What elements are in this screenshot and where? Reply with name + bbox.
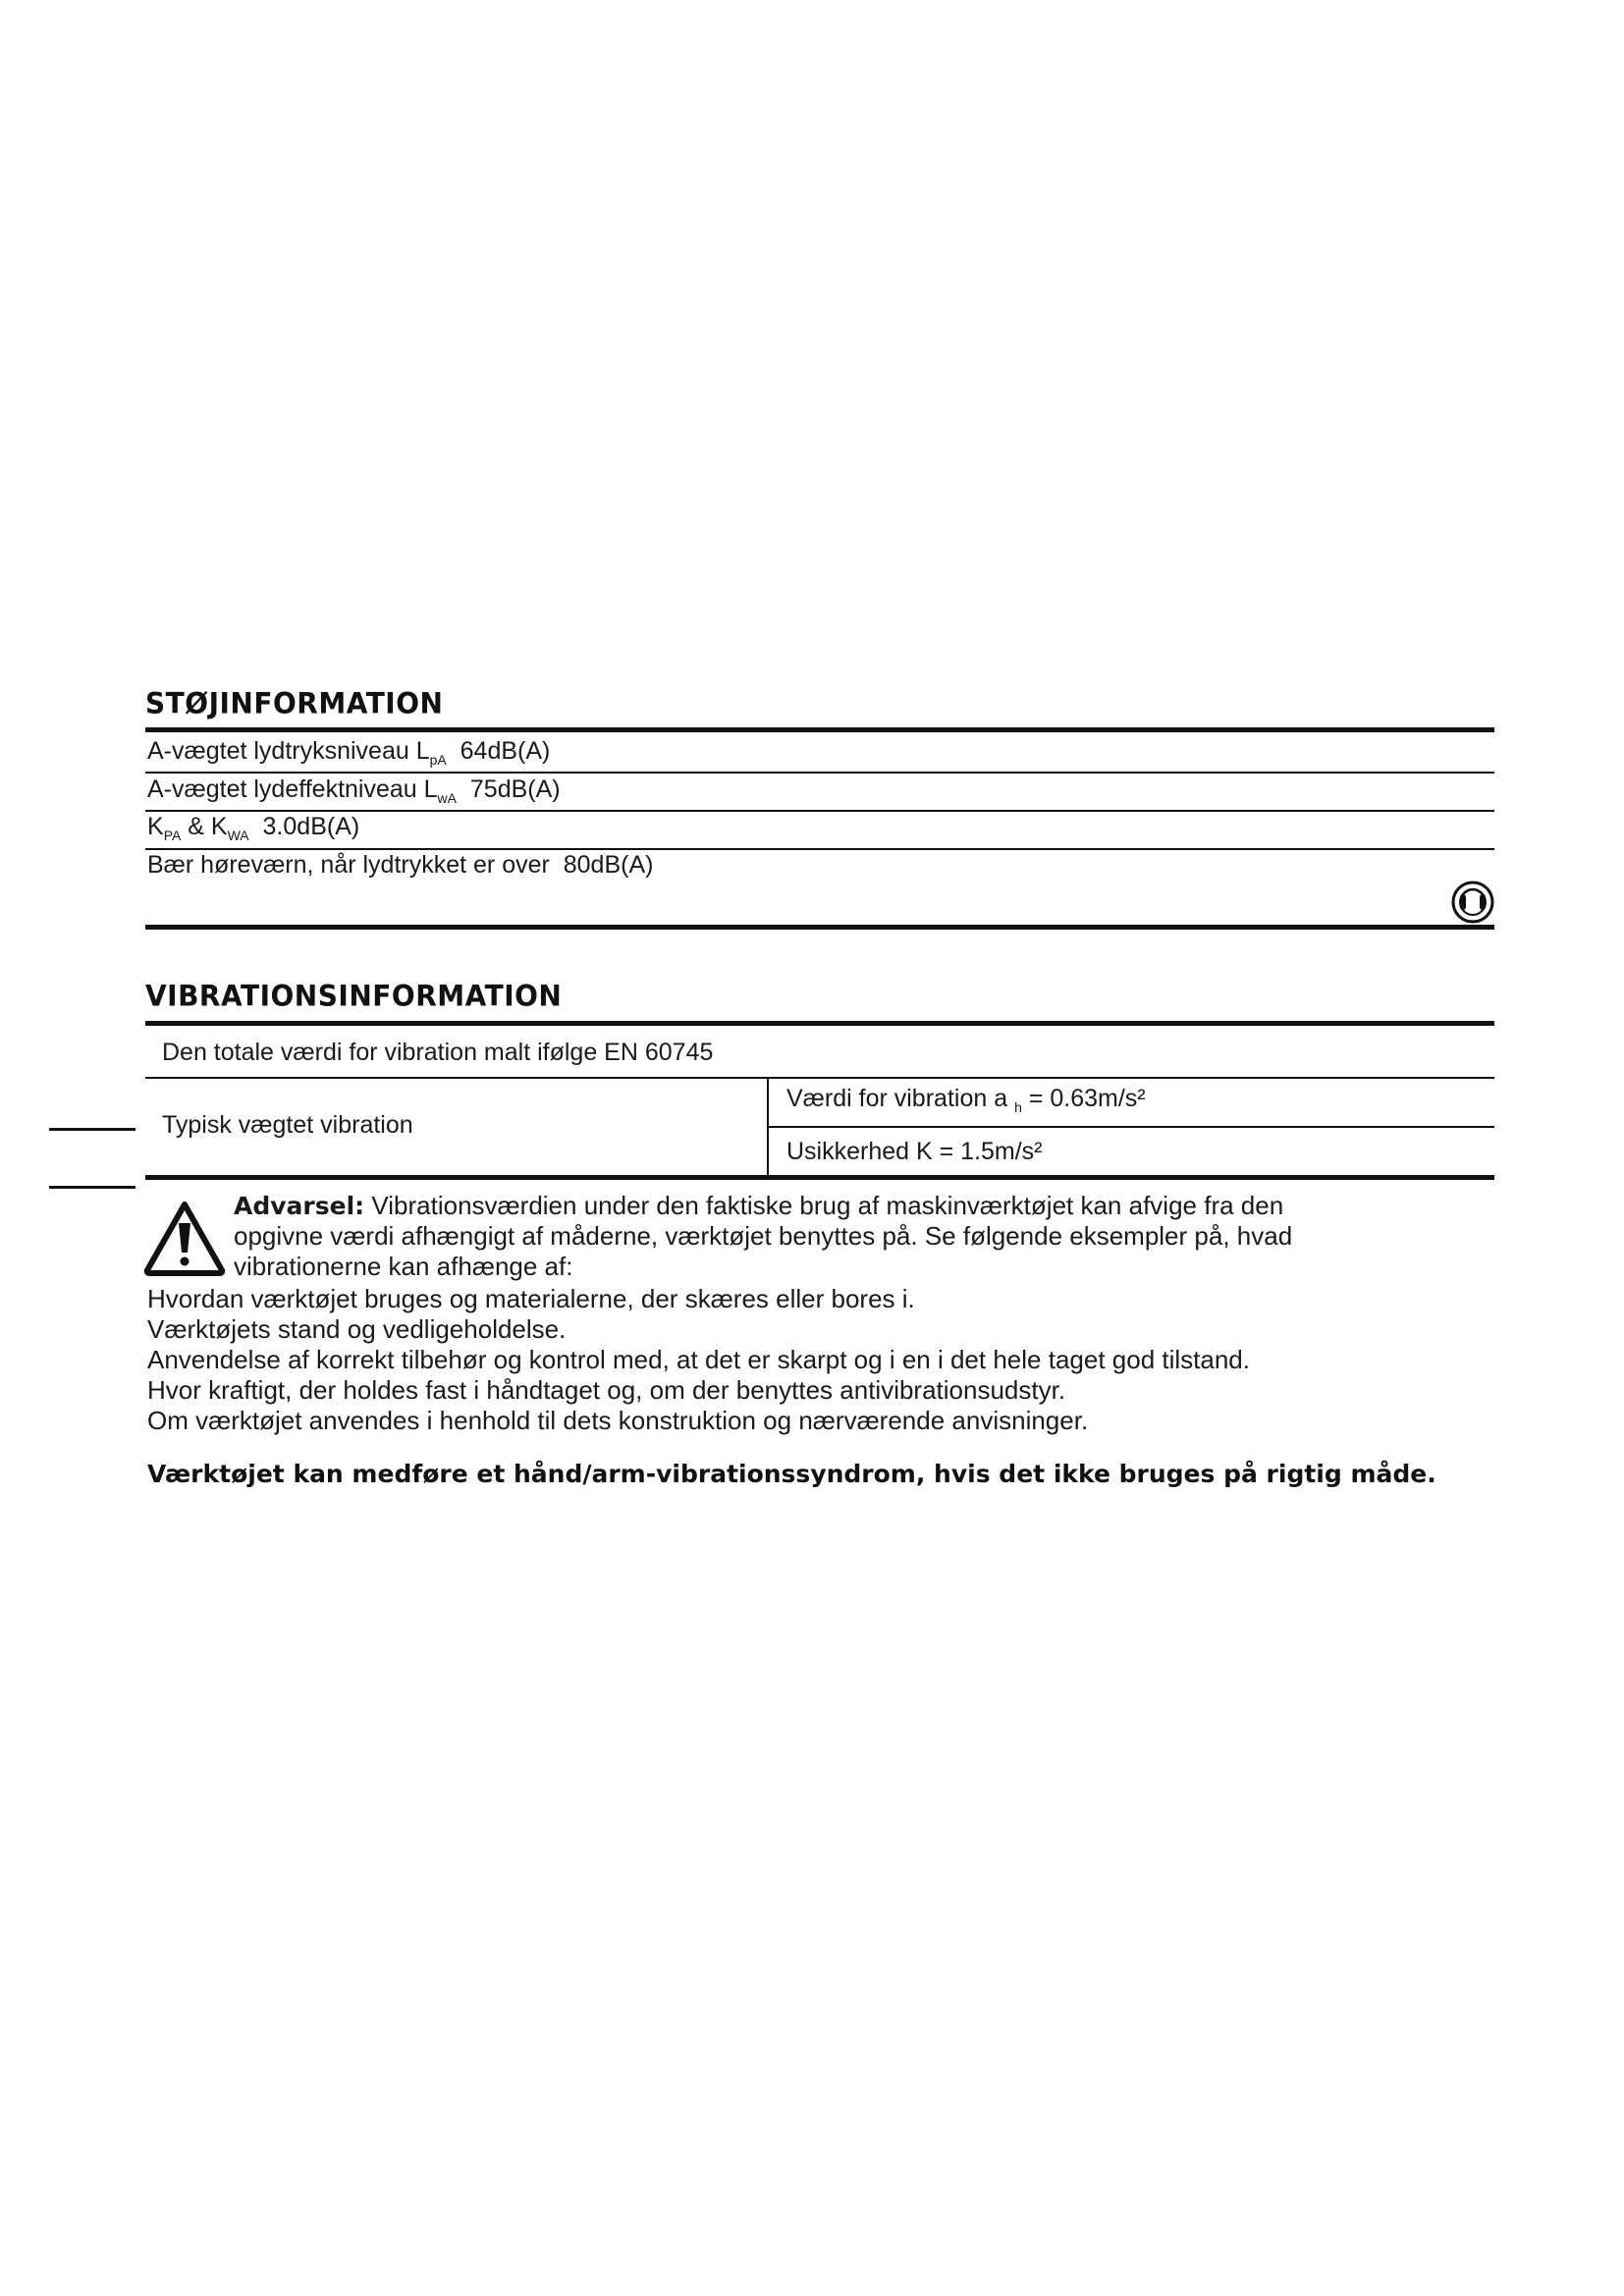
warning-text: Vibrationsværdien under den faktiske brug af maskinværktøjet kan afvige fra den — [371, 1191, 1284, 1220]
margin-mark — [49, 1128, 135, 1131]
k-pa-sub: PA — [163, 828, 182, 843]
list-item: Hvordan værktøjet bruges og materialerne, der skæres eller bores i. — [147, 1284, 915, 1313]
k-wa-label: & K — [188, 813, 228, 840]
warning-line — [234, 1191, 1510, 1221]
uncertainty-row — [147, 812, 359, 850]
warning-line: opgivne værdi afhængigt af måderne, værktøjet benyttes på. Se følgende eksempler på, hvad — [234, 1221, 1293, 1251]
sound-pressure-sub: pA — [429, 752, 447, 768]
list-item: Hvor kraftigt, der holdes fast i håndtaget og, om der benyttes antivibrationsudstyr. — [147, 1375, 1066, 1405]
vibration-value-suffix: = 0.63m/s² — [1028, 1085, 1146, 1112]
vibration-bottom-rule — [145, 1175, 1494, 1180]
noise-row-rule — [145, 772, 1494, 774]
uncertainty-value: 3.0dB(A) — [262, 813, 360, 840]
vibration-row-rule — [145, 1077, 1494, 1079]
noise-top-rule — [145, 727, 1494, 732]
hearing-protection-row — [147, 850, 653, 880]
sound-pressure-value: 64dB(A) — [460, 737, 551, 765]
list-item: Om værktøjet anvendes i henhold til dets konstruktion og nærværende anvisninger. — [147, 1406, 1089, 1435]
final-warning: Værktøjet kan medføre et hånd/arm-vibrationssyndrom, hvis det ikke bruges på rigtig måde. — [147, 1460, 1436, 1488]
sound-power-value: 75dB(A) — [469, 775, 561, 803]
vibration-uncertainty: Usikkerhed K = 1.5m/s² — [786, 1138, 1043, 1165]
hearing-protection-value: 80dB(A) — [563, 851, 654, 879]
warning-label: Advarsel: — [234, 1192, 365, 1220]
margin-mark — [49, 1186, 135, 1189]
hearing-protection-label: Bær høreværn, når lydtrykket er over — [147, 851, 550, 879]
typical-vibration-label: Typisk vægtet vibration — [162, 1111, 413, 1139]
noise-heading: STØJINFORMATION — [145, 686, 444, 721]
vibration-value — [786, 1084, 1146, 1122]
table-divider — [767, 1079, 769, 1177]
k-pa-label: K — [147, 813, 164, 840]
list-item: Værktøjets stand og vedligeholdelse. — [147, 1314, 567, 1344]
vibration-intro: Den totale værdi for vibration malt ifølge EN 60745 — [162, 1039, 714, 1066]
k-wa-sub: WA — [227, 828, 249, 843]
vibration-value-prefix: Værdi for vibration a — [786, 1085, 1008, 1112]
sound-pressure-label: A-vægtet lydtryksniveau L — [147, 737, 430, 765]
vibration-cell-rule — [769, 1126, 1494, 1128]
ear-protection-icon — [1451, 881, 1494, 924]
vibration-top-rule — [145, 1021, 1494, 1026]
vibration-value-sub: h — [1014, 1099, 1022, 1115]
factor-list — [147, 1284, 1250, 1436]
sound-pressure-row — [147, 736, 550, 774]
warning-line: vibrationerne kan afhænge af: — [234, 1252, 573, 1281]
sound-power-row — [147, 774, 561, 813]
vibration-heading: VIBRATIONSINFORMATION — [145, 979, 563, 1013]
list-item: Anvendelse af korrekt tilbehør og kontrol med, at det er skarpt og i en i det hele taget god tilstand. — [147, 1345, 1250, 1374]
warning-paragraph — [234, 1191, 1510, 1282]
sound-power-sub: wA — [437, 790, 457, 806]
warning-triangle-icon — [143, 1200, 226, 1276]
noise-bottom-rule — [145, 925, 1494, 930]
sound-power-label: A-vægtet lydeffektniveau L — [147, 775, 438, 803]
